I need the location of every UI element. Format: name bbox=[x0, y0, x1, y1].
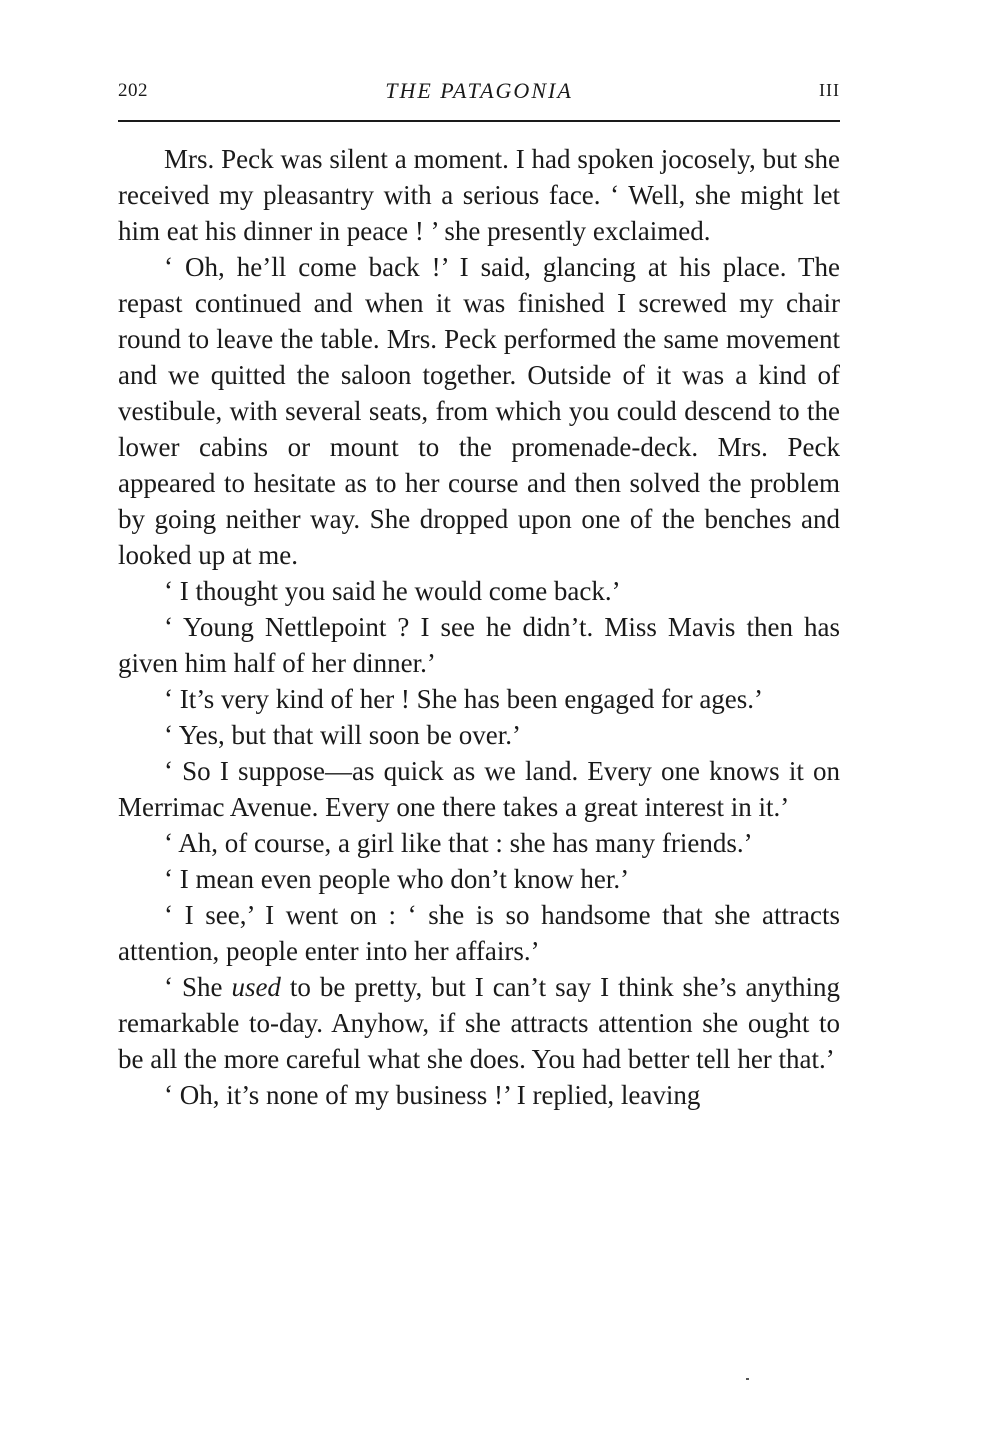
paragraph-text: ‘ She bbox=[164, 972, 232, 1002]
paragraph bbox=[118, 969, 840, 1077]
running-title: THE PATAGONIA bbox=[385, 78, 573, 103]
paragraph: ‘ Young Nettlepoint ? I see he didn’t. Miss Mavis then has given him half of her dinner.’ bbox=[118, 612, 840, 678]
page-number: 202 bbox=[118, 80, 148, 101]
emphasized-word: used bbox=[231, 972, 281, 1002]
print-speck bbox=[746, 1378, 749, 1380]
header-rule bbox=[118, 120, 840, 122]
paragraph: Mrs. Peck was silent a moment. I had spoken jocosely, but she received my pleasantry with a serious face. ‘ Well, she might let him eat his dinner in peace ! ’ she presently exclaimed. bbox=[118, 144, 840, 246]
running-header bbox=[118, 76, 840, 110]
body-text bbox=[118, 141, 840, 1113]
paragraph: ‘ Ah, of course, a girl like that : she has many friends.’ bbox=[164, 828, 753, 858]
paragraph: ‘ I mean even people who don’t know her.’ bbox=[164, 864, 630, 894]
paragraph-text: to be pretty, but I can’t say I think she’s anything remarkable to-day. Anyhow, if she attracts attention she ought to be all the more careful what she does. You had better tell her that.’ bbox=[118, 972, 840, 1074]
paragraph: ‘ I thought you said he would come back.’ bbox=[164, 576, 621, 606]
paragraph: ‘ Oh, he’ll come back !’ I said, glancing at his place. The repast continued and when it was finished I screwed my chair round to leave the table. Mrs. Peck performed the same movement and we quitted the saloon together. Outside of it was a kind of vestibule, with several seats, from which you could descend to the lower cabins or mount to the promenade-deck. Mrs. Peck appeared to hesitate as to her course and then solved the problem by going neither way. She dropped upon one of the benches and looked up at me. bbox=[118, 252, 840, 570]
paragraph: ‘ So I suppose—as quick as we land. Every one knows it on Merrimac Avenue. Every one there takes a great interest in it.’ bbox=[118, 756, 840, 822]
paragraph: ‘ I see,’ I went on : ‘ she is so handsome that she attracts attention, people enter into her affairs.’ bbox=[118, 900, 840, 966]
paragraph: ‘ Yes, but that will soon be over.’ bbox=[164, 720, 521, 750]
paragraph: ‘ It’s very kind of her ! She has been engaged for ages.’ bbox=[164, 684, 764, 714]
paragraph: ‘ Oh, it’s none of my business !’ I replied, leaving bbox=[164, 1080, 701, 1110]
chapter-number: III bbox=[819, 80, 840, 100]
